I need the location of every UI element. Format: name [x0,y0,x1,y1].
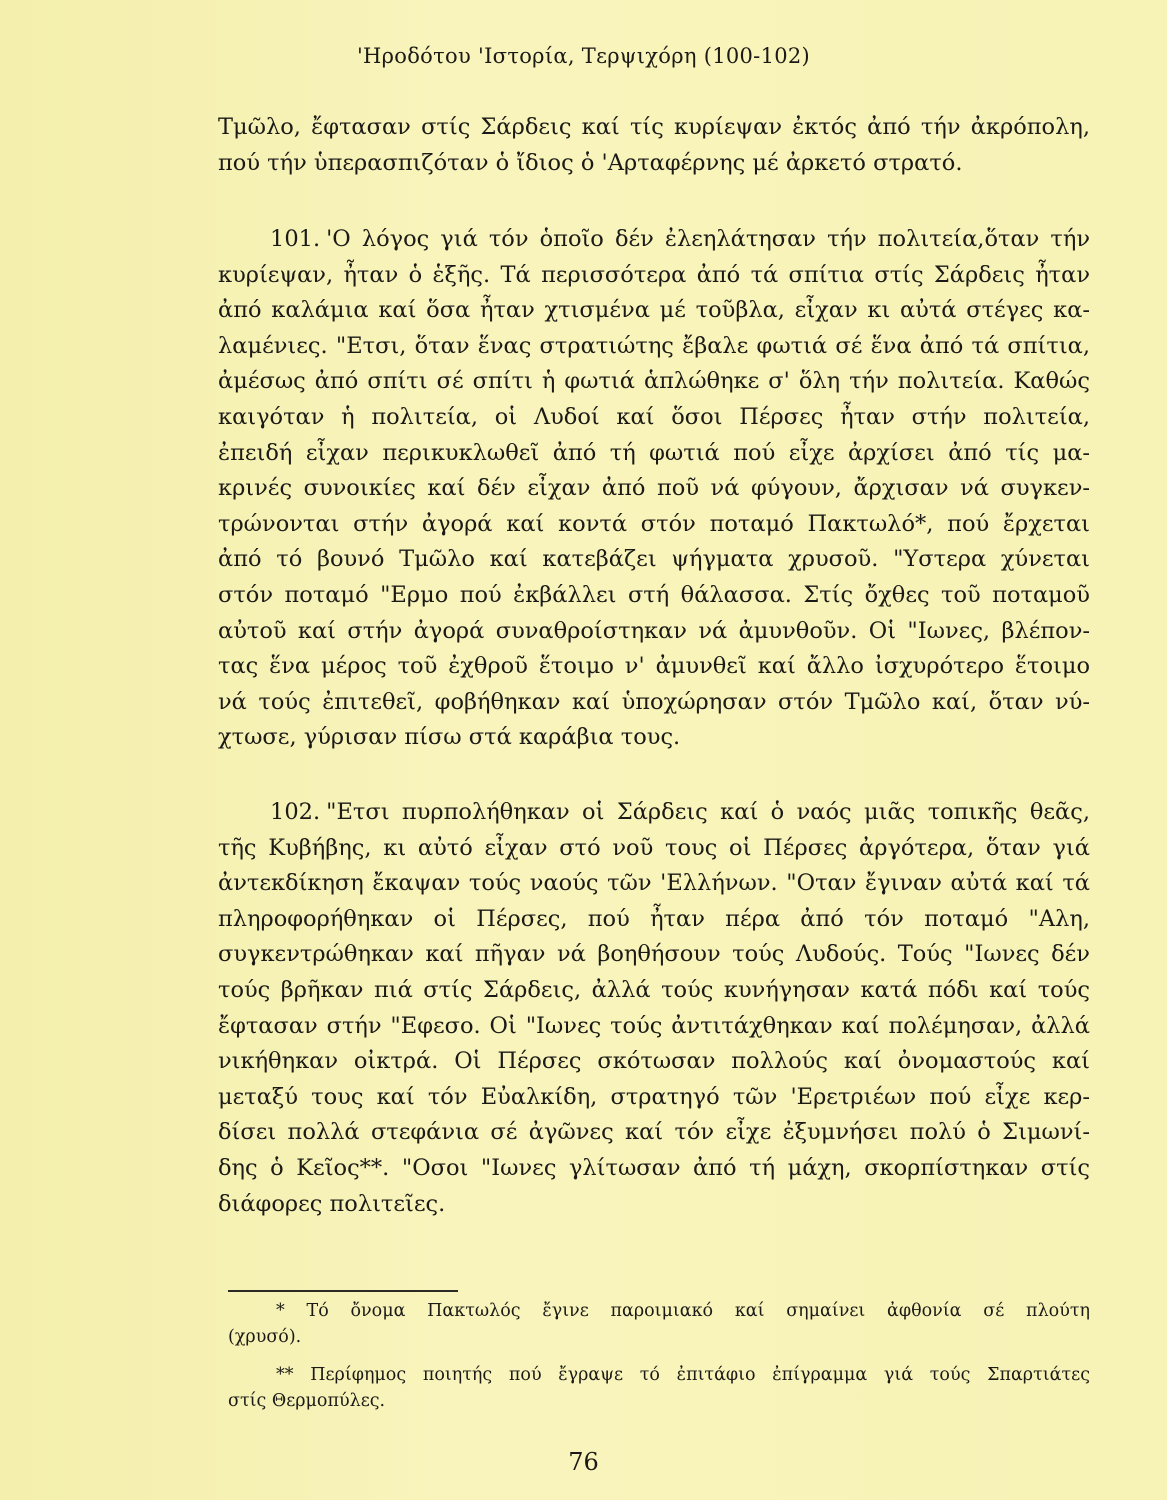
text-line: ἀντεκδίκηση ἔκαψαν τούς ναούς τῶν 'Ελλήνων. "Οταν ἔγιναν αὐτά καί τά [218,870,1090,897]
text-line: δης ὁ Κεῖος**. "Οσοι "Ιωνες γλίτωσαν ἀπό τή μάχη, σκορπίστηκαν στίς [218,1154,1090,1181]
text-line: χτωσε, γύρισαν πίσω στά καράβια τους. [218,724,681,751]
text-line: νικήθηκαν οἰκτρά. Οἱ Πέρσες σκότωσαν πολλούς καί ὀνομαστούς καί [218,1048,1090,1075]
text-line-first [218,795,1090,831]
text-line: κυρίεψαν, ἦταν ὁ ἑξῆς. Τά περισσότερα ἀπό τά σπίτια στίς Σάρδεις ἦταν [218,261,1090,288]
text-line: τας ἕνα μέρος τοῦ ἐχθροῦ ἕτοιμο ν' ἀμυνθεῖ καί ἄλλο ἰσχυρότερο ἕτοιμο [218,653,1090,680]
text-line: κρινές συνοικίες καί δέν εἶχαν ἀπό ποῦ νά φύγουν, ἄρχισαν νά συγκεν- [218,475,1090,502]
text-line: νά τούς ἐπιτεθεῖ, φοβήθηκαν καί ὑποχώρησαν στόν Τμῶλο καί, ὅταν νύ- [218,688,1090,715]
text-line: ἀπό τό βουνό Τμῶλο καί κατεβάζει ψήγματα χρυσοῦ. "Υστερα χύνεται [218,546,1090,573]
page-number: 76 [568,1448,599,1476]
text-line: ἀπό καλάμια καί ὅσα ἦταν χτισμένα μέ τοῦβλα, εἶχαν κι αὐτά στέγες κα- [218,297,1090,324]
text-line: δίσει πολλά στεφάνια σέ ἀγῶνες καί τόν εἶχε ἐξυμνήσει πολύ ὁ Σιμωνί- [218,1119,1090,1146]
continuation-text [218,110,1090,181]
running-head: 'Ηροδότου 'Ιστορία, Τερψιχόρη (100-102) [356,44,811,68]
footnote-line: ** Περίφημος ποιητής πού ἔγραψε τό ἐπιτάφιο ἐπίγραμμα γιά τούς Σπαρτιάτες [276,1365,1090,1385]
footnote-line: στίς Θερμοπύλες. [228,1391,386,1411]
footnote-line: (χρυσό). [228,1327,302,1347]
footnote-line: * Τό ὄνομα Πακτωλός ἔγινε παροιμιακό καί σημαίνει ἀφθονία σέ πλούτη [276,1301,1090,1321]
text-line: Τμῶλο, ἔφτασαν στίς Σάρδεις καί τίς κυρίεψαν ἐκτός ἀπό τήν ἀκρόπολη, [218,114,1090,140]
text-line: διάφορες πολιτεῖες. [218,1190,446,1217]
text-line: καιγόταν ἡ πολιτεία, οἱ Λυδοί καί ὅσοι Πέρσες ἦταν στήν πολιτεία, [218,403,1090,430]
text-line: ἔφτασαν στήν "Εφεσο. Οἱ "Ιωνες τούς ἀντιτάχθηκαν καί πολέμησαν, ἀλλά [218,1012,1090,1039]
text-segment: "Ετσι πυρπολήθηκαν οἱ Σάρδεις καί ὁ ναός μιᾶς τοπικῆς θεᾶς, [326,799,1090,825]
text-line: αὐτοῦ καί στήν ἀγορά συναθροίστηκαν νά ἀμυνθοῦν. Οἱ "Ιωνες, βλέπον- [218,617,1090,644]
text-line: μεταξύ τους καί τόν Εὐαλκίδη, στρατηγό τῶν 'Ερετριέων πού εἶχε κερ- [218,1083,1090,1110]
text-line: πού τήν ὑπερασπιζόταν ὁ ἴδιος ὁ 'Αρταφέρνης μέ ἀρκετό στρατό. [218,149,963,176]
paragraph-101 [218,222,1090,756]
text-line: στόν ποταμό "Ερμο πού ἐκβάλλει στή θάλασσα. Στίς ὄχθες τοῦ ποταμοῦ [218,581,1090,608]
text-line: τούς βρῆκαν πιά στίς Σάρδεις, ἀλλά τούς κυνήγησαν κατά πόδι καί τούς [218,976,1090,1003]
paragraph-number: 102. [270,799,321,825]
text-line-first [218,222,1090,258]
paragraph-102 [218,795,1090,1222]
text-line: τῆς Κυβήβης, κι αὐτό εἶχαν στό νοῦ τους οἱ Πέρσες ἀργότερα, ὅταν γιά [218,834,1090,861]
text-line: ἀμέσως ἀπό σπίτι σέ σπίτι ἡ φωτιά ἁπλώθηκε σ' ὅλη τήν πολιτεία. Καθώς [218,368,1090,395]
footnote-1 [228,1298,1090,1350]
paragraph-number: 101. [270,226,321,252]
text-line: συγκεντρώθηκαν καί πῆγαν νά βοηθήσουν τούς Λυδούς. Τούς "Ιωνες δέν [218,941,1090,968]
text-line: πληροφορήθηκαν οἱ Πέρσες, πού ἦταν πέρα ἀπό τόν ποταμό "Αλη, [218,905,1090,932]
text-line: λαμένιες. "Ετσι, ὅταν ἕνας στρατιώτης ἔβαλε φωτιά σέ ἕνα ἀπό τά σπίτια, [218,332,1090,359]
text-segment: 'Ο λόγος γιά τόν ὁποῖο δέν ἐλεηλάτησαν τήν πολιτεία,ὅταν τήν [326,226,1090,252]
footnote-divider [228,1290,458,1292]
text-line: τρώνονται στήν ἀγορά καί κοντά στόν ποταμό Πακτωλό*, πού ἔρχεται [218,510,1090,537]
text-line: ἐπειδή εἶχαν περικυκλωθεῖ ἀπό τή φωτιά πού εἶχε ἀρχίσει ἀπό τίς μα- [218,439,1090,466]
footnote-2 [228,1362,1090,1414]
